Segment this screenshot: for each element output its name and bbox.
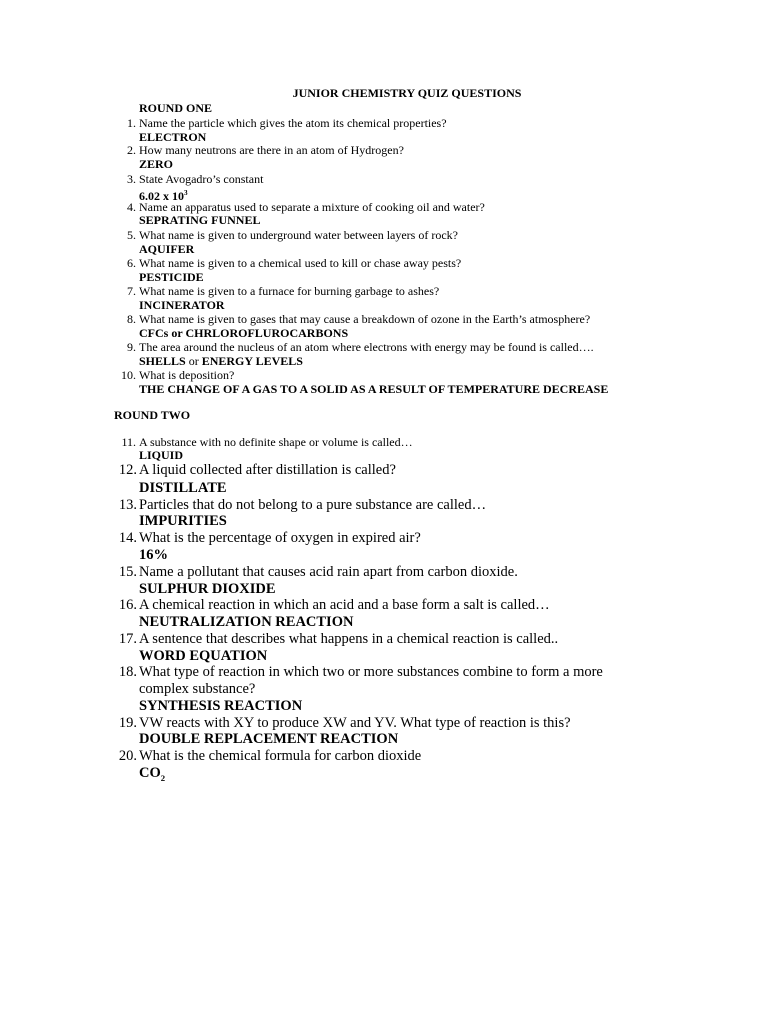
question-text: What is the chemical formula for carbon dioxide (139, 748, 422, 764)
question-text: complex substance? (139, 681, 256, 697)
answer-7: INCINERATOR (139, 298, 225, 312)
question-text: What name is given to a furnace for burning garbage to ashes? (139, 284, 440, 298)
question-number: 2. (127, 143, 136, 157)
question-number: 11. (121, 435, 136, 449)
answer-6: PESTICIDE (139, 270, 204, 284)
answer-16: NEUTRALIZATION REACTION (139, 614, 354, 630)
question-text: Name an apparatus used to separate a mixture of cooking oil and water? (139, 200, 485, 214)
round-one-heading: ROUND ONE (139, 101, 213, 115)
question-number: 10. (121, 368, 136, 382)
question-number: 8. (127, 312, 136, 326)
question-number: 18. (118, 664, 137, 680)
answer-1: ELECTRON (139, 130, 207, 144)
question-text: What is the percentage of oxygen in expired air? (139, 530, 421, 546)
answer-14: 16% (139, 547, 168, 563)
answer-4: SEPRATING FUNNEL (139, 213, 261, 227)
question-number: 3. (127, 172, 136, 186)
answer-5: AQUIFER (139, 242, 195, 256)
answer-part-a: SHELLS (139, 354, 186, 368)
question-text: What type of reaction in which two or more substances combine to form a more (139, 664, 603, 680)
question-text: The area around the nucleus of an atom where electrons with energy may be found is called…. (139, 340, 594, 354)
answer-2: ZERO (139, 157, 174, 171)
question-number: 1. (127, 116, 136, 130)
question-number: 6. (127, 256, 136, 270)
question-text: Particles that do not belong to a pure substance are called… (139, 497, 487, 513)
question-number: 14. (118, 530, 137, 546)
question-number: 19. (118, 715, 137, 731)
question-number: 7. (127, 284, 136, 298)
answer-20 (139, 765, 165, 787)
question-text: How many neutrons are there in an atom of Hydrogen? (139, 143, 404, 157)
question-number: 12. (118, 462, 137, 478)
question-number: 17. (118, 631, 137, 647)
answer-13: IMPURITIES (139, 513, 227, 529)
answer-18: SYNTHESIS REACTION (139, 698, 303, 714)
answer-connector: or (185, 354, 202, 368)
answer-base: 6.02 x 10 (139, 189, 184, 203)
question-text: A liquid collected after distillation is called? (139, 462, 396, 478)
question-text: Name a pollutant that causes acid rain apart from carbon dioxide. (139, 564, 518, 580)
answer-12: DISTILLATE (139, 480, 227, 496)
question-text: What is deposition? (139, 368, 235, 382)
answer-subscript: 2 (160, 772, 166, 783)
question-text: What name is given to a chemical used to kill or chase away pests? (139, 256, 462, 270)
question-text: State Avogadro’s constant (139, 172, 264, 186)
question-number: 20. (118, 748, 137, 764)
answer-part-b: ENERGY LEVELS (201, 354, 303, 368)
question-text: Name the particle which gives the atom its chemical properties? (139, 116, 447, 130)
question-text: A chemical reaction in which an acid and a base form a salt is called… (139, 597, 550, 613)
question-number: 15. (118, 564, 137, 580)
document-title: JUNIOR CHEMISTRY QUIZ QUESTIONS (292, 86, 522, 100)
question-number: 16. (118, 597, 137, 613)
answer-9 (139, 354, 303, 368)
answer-15: SULPHUR DIOXIDE (139, 581, 276, 597)
question-number: 4. (127, 200, 136, 214)
answer-8: CFCs or CHRLOROFLUROCARBONS (139, 326, 349, 340)
answer-base: CO (139, 765, 161, 781)
answer-superscript: 3 (184, 189, 188, 197)
question-text: VW reacts with XY to produce XW and YV. What type of reaction is this? (139, 715, 571, 731)
question-number: 9. (127, 340, 136, 354)
answer-11: LIQUID (139, 448, 184, 462)
question-number: 5. (127, 228, 136, 242)
question-text: A sentence that describes what happens in a chemical reaction is called.. (139, 631, 559, 647)
question-text: What name is given to underground water between layers of rock? (139, 228, 458, 242)
question-number: 13. (118, 497, 137, 513)
answer-17: WORD EQUATION (139, 648, 268, 664)
round-two-heading: ROUND TWO (114, 408, 191, 422)
answer-19: DOUBLE REPLACEMENT REACTION (139, 731, 399, 747)
question-text: A substance with no definite shape or volume is called… (139, 435, 413, 449)
question-text: What name is given to gases that may cause a breakdown of ozone in the Earth’s atmosphere? (139, 312, 591, 326)
answer-10: THE CHANGE OF A GAS TO A SOLID AS A RESULT OF TEMPERATURE DECREASE (139, 382, 609, 396)
